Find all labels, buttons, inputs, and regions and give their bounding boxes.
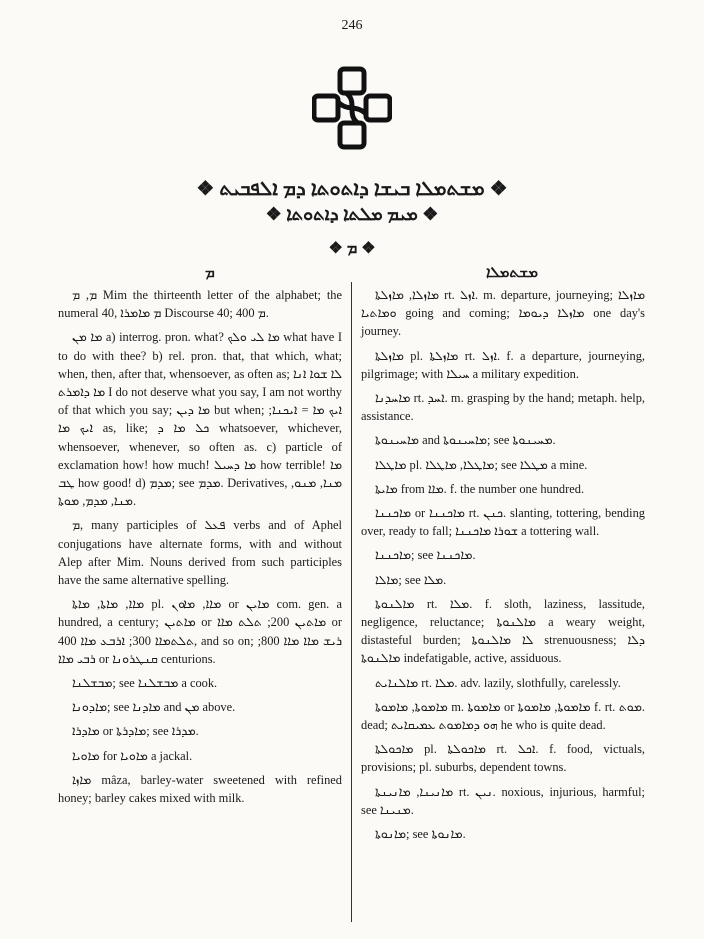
dictionary-entry: ܡܐܚܝܢܘܬܐ and ܡܐܚܝܢܘܬܐ; see ܡܚܝܢܘܬܐ. (375, 433, 556, 448)
heading-line-3: ❖ ܡ ❖ (328, 240, 376, 257)
right-column (361, 286, 645, 849)
dictionary-entry: ܡܐܢܝܢܐ, ܡܐܢܝܢܬܐ rt. ܢܝܢ. noxious, injurious, harmful; see ܡܢܝܢܐ. (361, 784, 645, 817)
heading-line-2: ❖ ܡܝܡ ܡܠܬܐ ܕܐܬܘܬܐ ❖ (265, 204, 439, 224)
dictionary-entry: ܡܐܐ, ܡܐܬܐ, ܡܐܬܐ pl. ܡܐܐ, ܡܐܘܢ or ܡܐܝܢ com. gen. a hundred, a century; ܡܐܬܝܢ or ܡܐܬܝܢ 200; ܬܠܬ ܡܐܐ or ܬܠܬܡܐܐ 300; ܐܪܒܥ ܡܐܐ 400, and so on; ܪܝܫ ܡܐܐ ܡܐܐ 800; ܪܒܝ ܡܐܐ or ܩܢܛܪܘܢܐ centurions. (58, 597, 342, 666)
page-number: 246 (341, 18, 363, 33)
dictionary-entry: ܡܐܘܝܐ for ܡܐܘܝܐ a jackal. (72, 748, 193, 763)
cross-ornament-icon (312, 65, 392, 151)
dictionary-entry: ܡܐܙܠܐ, ܡܐܙܠܬܐ rt. ܐܙܠ. m. departure, journeying; ܡܐܙܠܐ ܘܡܐܬܝܐ going and coming; ܡܐܙܠܐ ܕܝܘܡܐ one day's journey. (361, 288, 645, 339)
heading-line-1: ❖ ܡܫܬܡܠܐ ܒܝܫܐ ܕܐܬܘܬܐ ܕܡ ܐܠܦܒܝܬ ❖ (196, 178, 508, 200)
dictionary-entry: ܡܐܟܢܢܐ or ܡܐܟܢܢܐ rt. ܟܢܢ. slanting, tottering, bending over, ready to fall; ܫܘܪܐ ܡܐܟܢܢܐ a tottering wall. (361, 506, 645, 539)
dictionary-entry: ܡܐܕܪܐ or ܡܐܕܪܬܐ; see ܡܕܪܐ. (72, 724, 199, 739)
dictionary-entry: ܡܐܢܘܬܐ; see ܡܐܢܘܬܐ. (375, 827, 466, 842)
dictionary-entry: ܡܐܟܢܢܐ; see ܡܐܟܢܢܐ. (375, 548, 476, 563)
dictionary-entry: ܡܐܟܘܠܬܐ pl. ܡܐܟܘܠܬܐ rt. ܐܟܠ. f. food, victuals, provisions; pl. suburbs, dependent towns. (361, 742, 645, 775)
dictionary-entry: ܡܐܚܕܢܐ rt. ܐܚܕ. m. grasping by the hand; metaph. help, assistance. (361, 391, 645, 424)
dictionary-entry: ܡܐܠܐ; see ܡܠܐ. (375, 572, 447, 587)
dictionary-entry: ܡܐܡܘܬܐ, ܡܐܡܘܬܐ m. ܡܐܡܘܬܐ or ܡܐܡܘܬܐ, ܡܐܡܘܬܐ f. rt. ܡܘܬ. dead; ܗܘ ܕܡܐܡܘܬ ܥܡܝܩܐܝܬ he who is quite dead. (361, 699, 646, 733)
dictionary-entry: ܡ, many participles of ܦܥܠ verbs and of Aphel conjugations have alternate forms, with and without Alep after Mim. Nouns derived from such participles have the same alternative spelling. (58, 518, 342, 588)
dictionary-entry: ܡ, ܡ Mim the thirteenth letter of the alphabet; the numeral 40, ܡ ܡܐܡܪܐ Discourse 40; ܡ 400. (58, 288, 342, 321)
dictionary-entry: ܡܐܙܠܬܐ pl. ܡܐܙܠܬܐ rt. ܐܙܠ. f. a departure, journeying, pilgrimage; with ܚܝܠܐ a military expedition. (361, 348, 645, 381)
dictionary-entry: ܡܐܙܐ mâza, barley-water sweetened with refined honey; barley cakes mixed with milk. (58, 772, 342, 806)
dictionary-entry: ܡܐܠܢܐܝܬ rt. ܡܠܐ. adv. lazily, slothfully, carelessly. (375, 675, 621, 690)
right-column-heading: ܡܫܬܡܠܐ (486, 265, 538, 281)
dictionary-entry: ܡܐ ܡܢ a) interrog. pron. what? ܡܐ ܠܝ ܘܠܟ what have I to do with thee? b) rel. pron. that, that which, what; when, then, after that, whensoever, as often as; ܠܐ ܫܘܐ ܐܢܐ ܡܐ ܕܐܡܪܬ I do not deserve what you say, I am not worthy of that which you say; ܡܐ ܕܝܢ but when; ܐܝܟ ܡܐ = ܐܝܟܢܐ; ܐܝܟ ܡܐ as, like; ܟܠ ܡܐ ܕ whatsoever, whichever, whensoever, whenever, so often as. c) particle of exclamation how! how much! ܡܐ ܕܚܝܠ how terrible! ܡܐ ܛܒ how good! d) ܡܕܡ; see ܡܕܡ. Derivatives, ܡܢܐ, ܡܢܘ, ܡܢܐ, ܡܕܡ, ܡܘܬܐ. (58, 330, 343, 509)
dictionary-entry: ܡܐܠܢܘܬܐ rt. ܡܠܐ. f. sloth, laziness, lassitude, negligence, reluctance; ܡܐܠܢܘܬܐ a weary weight, distasteful burden; ܠܐ ܡܐܠܢܘܬܐ strenuousness; ܕܠܐ ܡܐܠܢܘܬܐ indefatigable, active, assiduous. (361, 596, 645, 666)
dictionary-entry: ܡܐܛܠܐ pl. ܡܐܛܠܐ, ܡܐܛܠܐ; see ܡܛܠܐ a mine. (375, 457, 588, 472)
left-column-heading: ܡ (205, 265, 215, 281)
dictionary-entry: ܡܒܫܠܢܐ; see ܡܒܫܠܢܐ a cook. (72, 676, 218, 691)
left-column (58, 286, 342, 813)
column-divider (351, 282, 352, 922)
dictionary-entry: ܡܐܝܬܐ from ܡܐܐ. f. the number one hundred. (375, 481, 585, 496)
dictionary-entry: ܡܐܕܘܢܐ; see ܡܐܕܢܐ and ܡܢ above. (72, 700, 236, 715)
